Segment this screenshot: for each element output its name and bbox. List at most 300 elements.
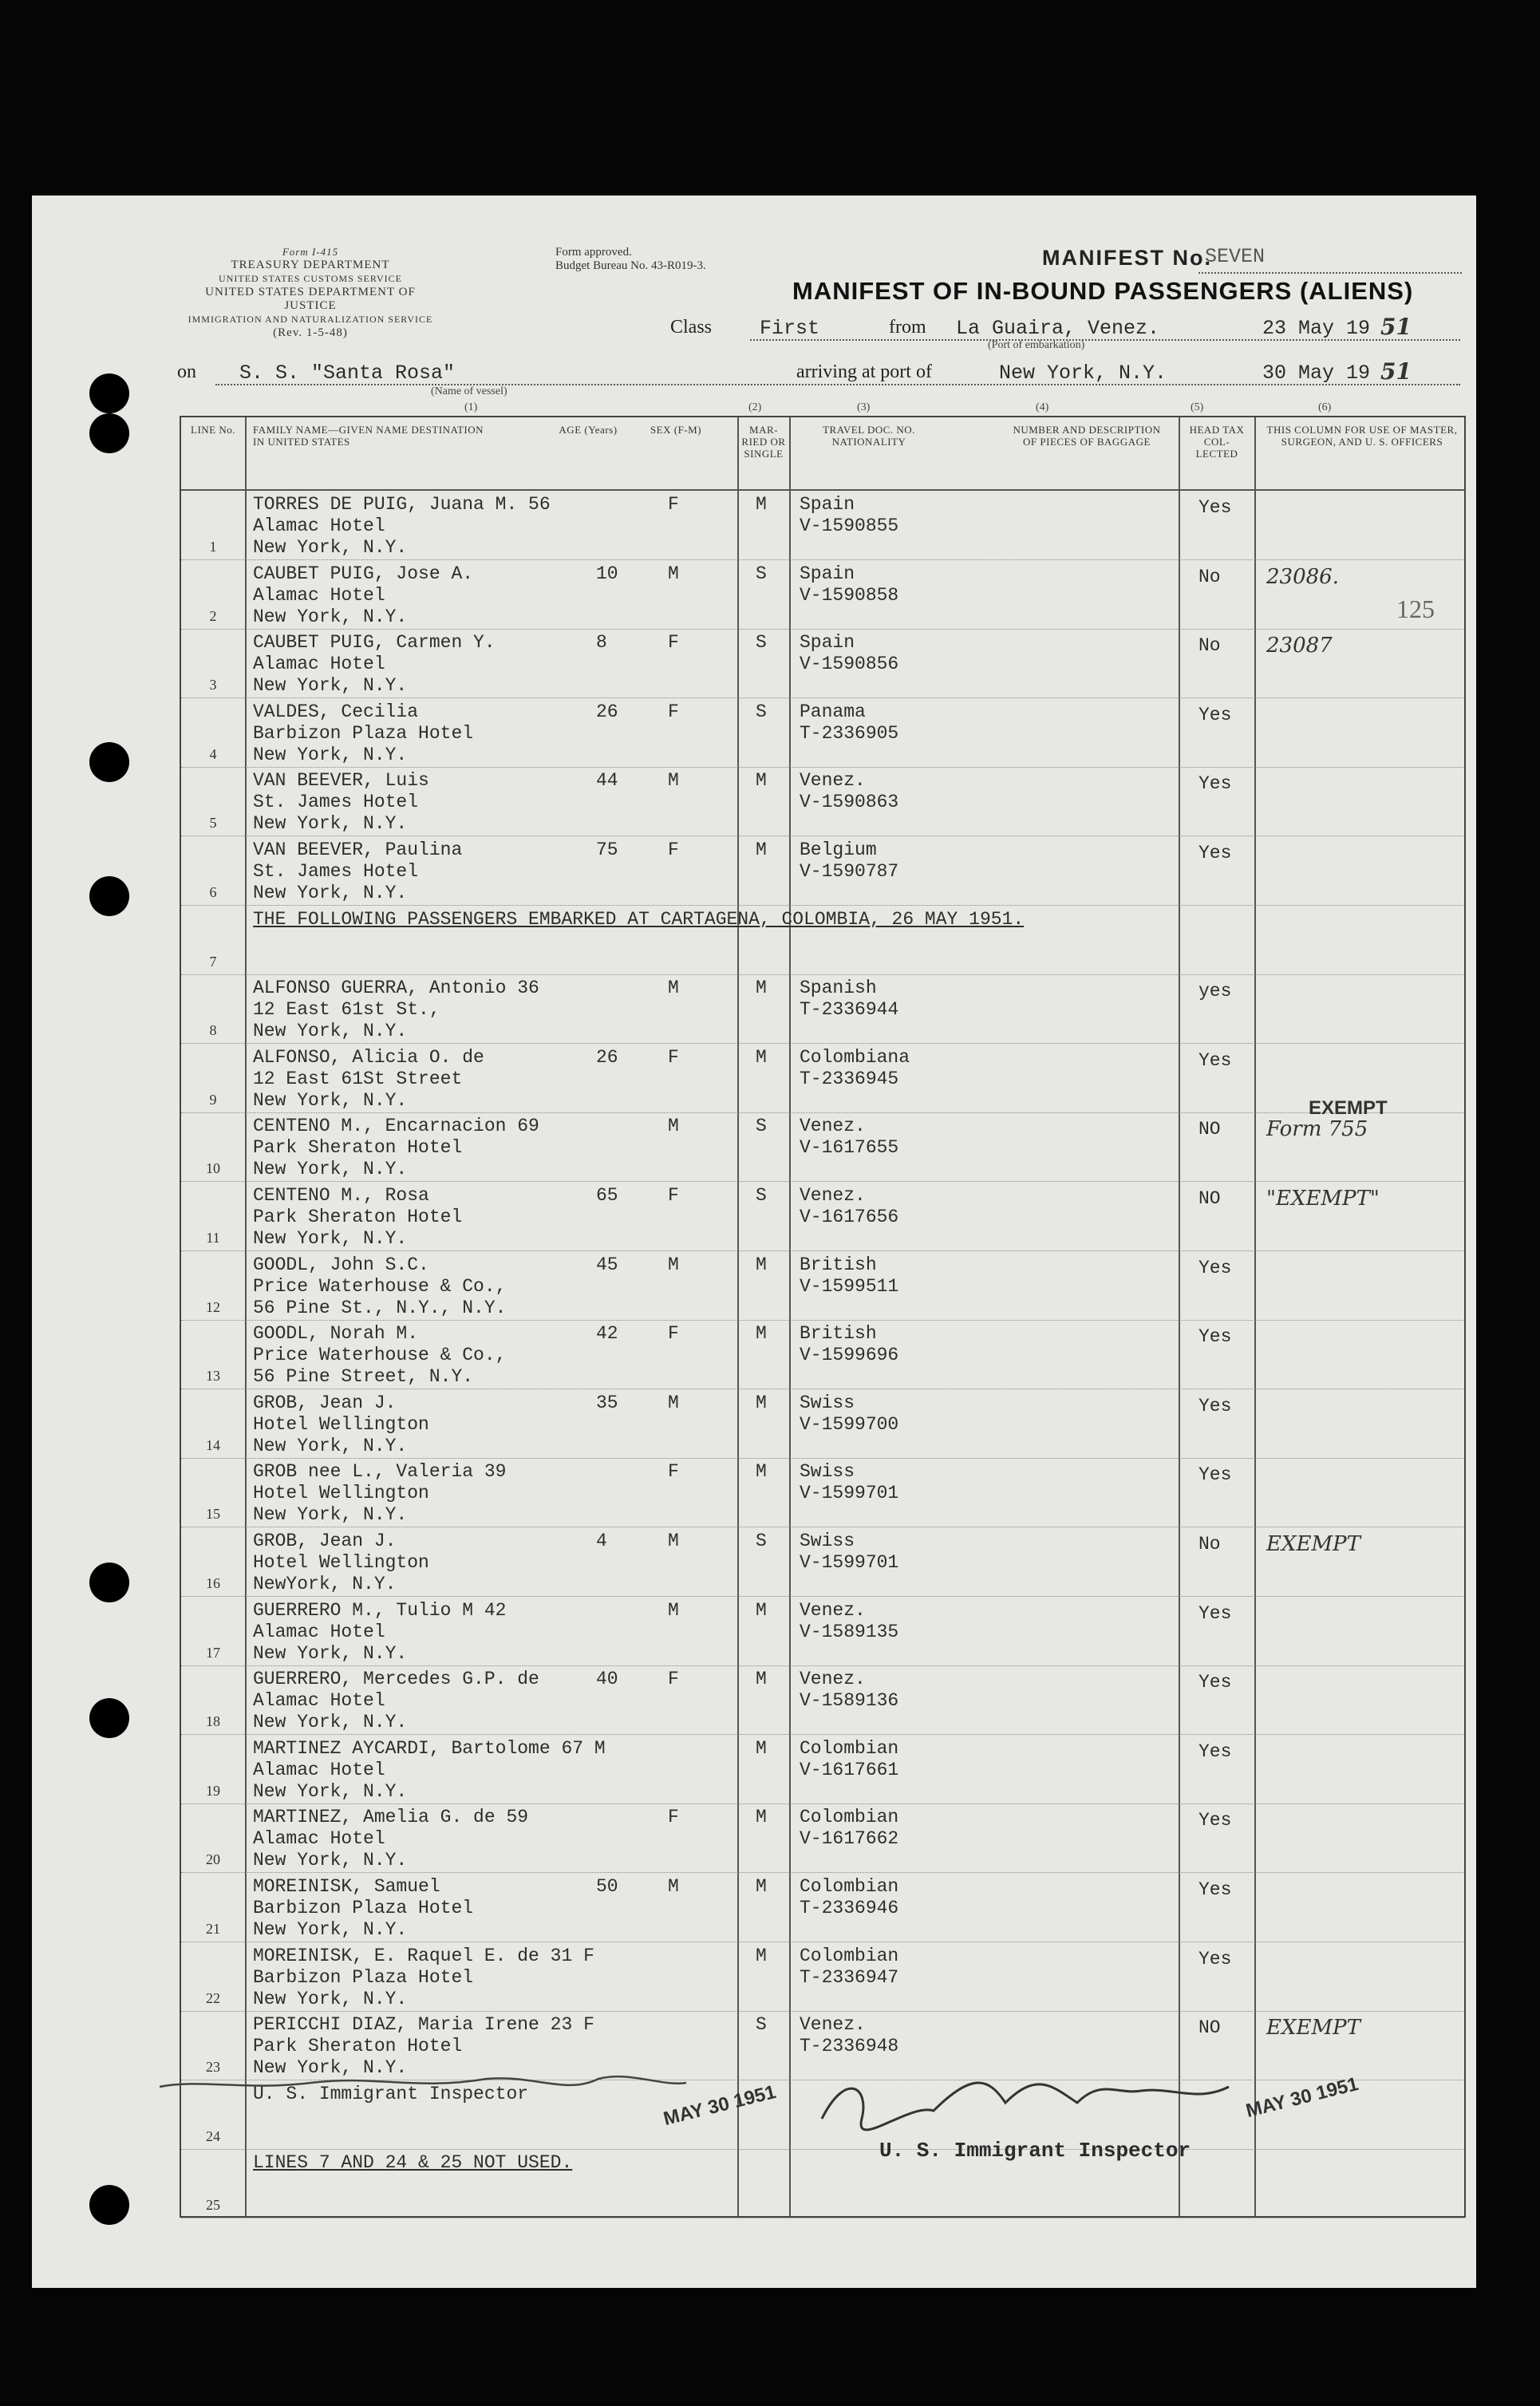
marital-status: M bbox=[756, 840, 767, 860]
dept-line: UNITED STATES CUSTOMS SERVICE bbox=[219, 273, 402, 284]
table-row bbox=[181, 1942, 1464, 2012]
head-tax-value: Yes bbox=[1198, 1672, 1232, 1693]
passenger-line: Barbizon Plaza Hotel bbox=[253, 1898, 474, 1918]
dept-line: IMMIGRATION AND NATURALIZATION SERVICE bbox=[188, 314, 433, 325]
passenger-line: New York, N.Y. bbox=[253, 1919, 408, 1940]
col-number: (1) bbox=[464, 401, 478, 413]
travel-doc-line: T-2336946 bbox=[800, 1898, 899, 1918]
sex-value: M bbox=[668, 563, 679, 584]
marital-status: M bbox=[756, 1254, 767, 1275]
travel-doc-line: T-2336905 bbox=[800, 722, 899, 744]
passenger-line: 12 East 61st St., bbox=[253, 999, 440, 1021]
line-number: 22 bbox=[206, 1989, 220, 2006]
passenger-line: GOODL, John S.C. bbox=[253, 1254, 429, 1275]
passenger-line: New York, N.Y. bbox=[253, 606, 408, 627]
travel-doc-line: Colombian bbox=[800, 1945, 899, 1966]
head-tax-value: yes bbox=[1198, 981, 1232, 1002]
col-number: (6) bbox=[1318, 401, 1332, 413]
head-tax-value: NO bbox=[1198, 1188, 1221, 1209]
travel-doc-line: Venez. bbox=[800, 2014, 866, 2036]
marital-status: M bbox=[756, 1737, 767, 1759]
officer-note: EXEMPT bbox=[1266, 1532, 1360, 1556]
age-value: 26 bbox=[596, 701, 618, 722]
passenger-line: Alamac Hotel bbox=[253, 1759, 385, 1780]
line-number: 2 bbox=[209, 607, 217, 624]
marital-status: M bbox=[756, 1392, 767, 1413]
sex-value: M bbox=[668, 1254, 679, 1275]
line-number: 23 bbox=[206, 2059, 220, 2076]
travel-doc-line: Spanish bbox=[800, 978, 877, 999]
col-head-name: FAMILY NAME—GIVEN NAME DESTINATION IN UNITED STATES bbox=[253, 424, 484, 448]
manifest-page bbox=[32, 196, 1476, 2288]
table-row bbox=[181, 906, 1464, 975]
dept-line: TREASURY DEPARTMENT bbox=[231, 259, 390, 271]
passenger-line: MOREINISK, Samuel bbox=[253, 1876, 440, 1897]
passenger-line: NewYork, N.Y. bbox=[253, 1574, 397, 1594]
dept-line: (Rev. 1-5-48) bbox=[273, 326, 348, 339]
head-tax-value: Yes bbox=[1198, 1464, 1232, 1486]
table-row bbox=[181, 1458, 1464, 1527]
sex-value: M bbox=[668, 1876, 679, 1897]
manifest-number-label: MANIFEST No. bbox=[1042, 246, 1212, 270]
sex-value: F bbox=[668, 1669, 679, 1690]
line-number: 18 bbox=[206, 1713, 220, 1730]
passenger-line: Park Sheraton Hotel bbox=[253, 1207, 463, 1227]
travel-doc-line: V-1599700 bbox=[800, 1413, 899, 1435]
head-tax-value: Yes bbox=[1198, 773, 1232, 795]
punch-hole bbox=[89, 742, 129, 782]
age-value: 44 bbox=[596, 770, 618, 792]
passenger-line: New York, N.Y. bbox=[253, 1504, 408, 1526]
passenger-line: New York, N.Y. bbox=[253, 883, 408, 903]
age-value: 10 bbox=[596, 563, 618, 584]
table-row bbox=[181, 491, 1464, 560]
passenger-line: LINES 7 AND 24 & 25 NOT USED. bbox=[253, 2152, 573, 2174]
marital-status: S bbox=[756, 1185, 767, 1206]
passenger-line: Park Sheraton Hotel bbox=[253, 1137, 463, 1159]
marital-status: S bbox=[756, 1531, 767, 1551]
head-tax-value: Yes bbox=[1198, 1257, 1232, 1278]
sex-value: F bbox=[668, 1461, 679, 1483]
marital-status: M bbox=[756, 1669, 767, 1690]
sex-value: M bbox=[668, 1599, 679, 1621]
passenger-line: CENTENO M., Encarnacion 69 bbox=[253, 1116, 539, 1137]
passenger-line: GROB, Jean J. bbox=[253, 1531, 397, 1551]
officer-note: 23086. bbox=[1266, 564, 1339, 589]
exempt-stamp: EXEMPT bbox=[1309, 1097, 1388, 1119]
approval-line: Form approved. bbox=[555, 246, 632, 259]
passenger-line: VAN BEEVER, Paulina bbox=[253, 840, 463, 860]
travel-doc-line: V-1589136 bbox=[800, 1690, 899, 1712]
line-number: 17 bbox=[206, 1644, 220, 1661]
punch-hole bbox=[89, 1563, 129, 1602]
marital-status: S bbox=[756, 632, 767, 654]
passenger-line: New York, N.Y. bbox=[253, 537, 408, 558]
col-head-line: LINE No. bbox=[191, 424, 235, 436]
passenger-line: New York, N.Y. bbox=[253, 1642, 408, 1664]
head-tax-value: No bbox=[1198, 635, 1221, 657]
passenger-line: Price Waterhouse & Co., bbox=[253, 1275, 507, 1297]
travel-doc-line: Venez. bbox=[800, 1116, 866, 1137]
punch-hole bbox=[89, 413, 129, 453]
travel-doc-line: T-2336948 bbox=[800, 2036, 899, 2057]
col-head-head-tax: HEAD TAX COL-LECTED bbox=[1189, 424, 1245, 460]
inspector-signature bbox=[798, 2055, 1245, 2159]
passenger-line: PERICCHI DIAZ, Maria Irene 23 F bbox=[253, 2014, 594, 2036]
line-number: 20 bbox=[206, 1851, 220, 1868]
travel-doc-line: T-2336944 bbox=[800, 999, 899, 1021]
marital-status: M bbox=[756, 978, 767, 999]
punch-hole bbox=[89, 373, 129, 413]
table-row bbox=[181, 560, 1464, 630]
line-number: 12 bbox=[206, 1298, 220, 1315]
passenger-line: VAN BEEVER, Luis bbox=[253, 770, 429, 792]
head-tax-value: Yes bbox=[1198, 1326, 1232, 1348]
passenger-line: Alamac Hotel bbox=[253, 1690, 385, 1712]
depart-date: 23 May 19 bbox=[1262, 317, 1371, 340]
travel-doc-line: V-1599696 bbox=[800, 1345, 899, 1366]
marital-status: M bbox=[756, 1323, 767, 1345]
line-number: 9 bbox=[209, 1091, 217, 1108]
travel-doc-line: Venez. bbox=[800, 1669, 866, 1690]
sex-value: M bbox=[668, 1531, 679, 1551]
passenger-line: St. James Hotel bbox=[253, 861, 419, 882]
punch-hole bbox=[89, 2185, 129, 2225]
manifest-title: MANIFEST OF IN-BOUND PASSENGERS (ALIENS) bbox=[792, 277, 1414, 305]
head-tax-value: No bbox=[1198, 566, 1221, 587]
age-value: 65 bbox=[596, 1185, 618, 1206]
sex-value: F bbox=[668, 840, 679, 860]
col-head-travel-doc: TRAVEL DOC. NO. NATIONALITY bbox=[823, 424, 915, 448]
passenger-line: GOODL, Norah M. bbox=[253, 1323, 419, 1345]
marital-status: S bbox=[756, 563, 767, 584]
age-value: 40 bbox=[596, 1669, 618, 1690]
table-row bbox=[181, 767, 1464, 836]
passenger-line: New York, N.Y. bbox=[253, 1780, 408, 1802]
passenger-line: New York, N.Y. bbox=[253, 1850, 408, 1871]
passenger-line: CAUBET PUIG, Carmen Y. bbox=[253, 632, 496, 654]
arrive-year: 51 bbox=[1380, 358, 1412, 385]
passenger-line: Barbizon Plaza Hotel bbox=[253, 1966, 474, 1988]
passenger-line: New York, N.Y. bbox=[253, 1021, 408, 1042]
sex-value: F bbox=[668, 1046, 679, 1068]
col-number: (4) bbox=[1036, 401, 1049, 413]
dept-line: UNITED STATES DEPARTMENT OF JUSTICE bbox=[205, 286, 416, 312]
passenger-line: New York, N.Y. bbox=[253, 1089, 408, 1111]
passenger-line: GROB nee L., Valeria 39 bbox=[253, 1461, 507, 1483]
line-number: 14 bbox=[206, 1436, 220, 1453]
travel-doc-line: V-1617656 bbox=[800, 1207, 899, 1227]
passenger-line: THE FOLLOWING PASSENGERS EMBARKED AT CARTAGENA, COLOMBIA, 26 MAY 1951. bbox=[253, 908, 1025, 930]
passenger-line: VALDES, Cecilia bbox=[253, 701, 419, 722]
age-value: 26 bbox=[596, 1046, 618, 1068]
passenger-line: New York, N.Y. bbox=[253, 813, 408, 835]
travel-doc-line: V-1617655 bbox=[800, 1137, 899, 1159]
head-tax-value: Yes bbox=[1198, 497, 1232, 518]
passenger-line: GUERRERO, Mercedes G.P. de bbox=[253, 1669, 539, 1690]
line-number: 15 bbox=[206, 1506, 220, 1523]
manifest-number: SEVEN bbox=[1205, 245, 1266, 268]
table-row bbox=[181, 974, 1464, 1044]
travel-doc-line: V-1617661 bbox=[800, 1759, 899, 1780]
travel-doc-line: V-1590855 bbox=[800, 516, 899, 536]
passenger-line: U. S. Immigrant Inspector bbox=[253, 2083, 529, 2104]
class-value: First bbox=[760, 317, 820, 340]
travel-doc-line: Spain bbox=[800, 563, 855, 584]
marital-status: M bbox=[756, 1599, 767, 1621]
travel-doc-line: V-1590863 bbox=[800, 792, 899, 813]
travel-doc-line: V-1590858 bbox=[800, 584, 899, 606]
col-number: (3) bbox=[857, 401, 871, 413]
table-row bbox=[181, 1389, 1464, 1459]
travel-doc-line: British bbox=[800, 1323, 877, 1345]
class-label: Class bbox=[670, 317, 713, 338]
travel-doc-line: V-1590856 bbox=[800, 654, 899, 675]
passenger-line: MOREINISK, E. Raquel E. de 31 F bbox=[253, 1945, 594, 1966]
travel-doc-line: Panama bbox=[800, 701, 866, 722]
head-tax-value: NO bbox=[1198, 1119, 1221, 1140]
head-tax-value: Yes bbox=[1198, 843, 1232, 863]
passenger-line: CAUBET PUIG, Jose A. bbox=[253, 563, 474, 584]
sex-value: M bbox=[668, 1116, 679, 1137]
passenger-line: New York, N.Y. bbox=[253, 675, 408, 697]
age-value: 75 bbox=[596, 840, 618, 860]
marital-status: M bbox=[756, 1807, 767, 1828]
vessel-note: (Name of vessel) bbox=[431, 385, 507, 397]
travel-doc-line: Swiss bbox=[800, 1461, 855, 1483]
line-number: 8 bbox=[209, 1022, 217, 1039]
marital-status: S bbox=[756, 2014, 767, 2036]
table-row bbox=[181, 1873, 1464, 1942]
sex-value: M bbox=[668, 978, 679, 999]
sex-value: F bbox=[668, 1185, 679, 1206]
age-value: 8 bbox=[596, 632, 607, 654]
travel-doc-line: V-1589135 bbox=[800, 1621, 899, 1642]
passenger-line: Hotel Wellington bbox=[253, 1552, 429, 1573]
marital-status: M bbox=[756, 494, 767, 515]
arrival-port: New York, N.Y. bbox=[999, 361, 1167, 385]
travel-doc-line: Venez. bbox=[800, 1599, 866, 1621]
travel-doc-line: British bbox=[800, 1254, 877, 1275]
head-tax-value: Yes bbox=[1198, 1948, 1232, 1969]
from-value: La Guaira, Venez. bbox=[956, 317, 1160, 340]
marital-status: S bbox=[756, 1116, 767, 1137]
travel-doc-line: Swiss bbox=[800, 1531, 855, 1551]
approval-line: Budget Bureau No. 43-R019-3. bbox=[555, 259, 706, 272]
travel-doc-line: V-1590787 bbox=[800, 861, 899, 882]
travel-doc-line: Colombiana bbox=[800, 1046, 910, 1068]
passenger-line: GROB, Jean J. bbox=[253, 1392, 397, 1413]
travel-doc-line: Spain bbox=[800, 494, 855, 515]
agency-header bbox=[179, 245, 442, 340]
marital-status: M bbox=[756, 1945, 767, 1966]
table-row bbox=[181, 1251, 1464, 1321]
passenger-line: Hotel Wellington bbox=[253, 1413, 429, 1435]
passenger-line: 56 Pine St., N.Y., N.Y. bbox=[253, 1297, 507, 1318]
col-head-married: MAR-RIED OR SINGLE bbox=[741, 424, 786, 460]
travel-doc-line: Venez. bbox=[800, 770, 866, 792]
approval-note bbox=[555, 246, 706, 273]
date-stamp-right: MAY 30 1951 bbox=[1243, 2072, 1361, 2123]
passenger-line: ALFONSO GUERRA, Antonio 36 bbox=[253, 978, 539, 999]
passenger-line: 12 East 61St Street bbox=[253, 1068, 463, 1089]
from-note: (Port of embarkation) bbox=[988, 339, 1085, 351]
passenger-line: Alamac Hotel bbox=[253, 654, 385, 675]
head-tax-value: Yes bbox=[1198, 1395, 1232, 1416]
line-number: 13 bbox=[206, 1368, 220, 1385]
line-number: 3 bbox=[209, 677, 217, 693]
col-head-sex: SEX (F-M) bbox=[650, 424, 702, 436]
table-row bbox=[181, 1044, 1464, 1113]
sex-value: F bbox=[668, 1807, 679, 1828]
passenger-line: Alamac Hotel bbox=[253, 584, 385, 606]
travel-doc-line: Colombian bbox=[800, 1876, 899, 1897]
line-number: 1 bbox=[209, 539, 217, 555]
travel-doc-line: T-2336945 bbox=[800, 1068, 899, 1089]
handwritten-line-numbers bbox=[152, 2055, 694, 2119]
head-tax-value: Yes bbox=[1198, 1810, 1232, 1831]
age-value: 4 bbox=[596, 1531, 607, 1551]
head-tax-value: Yes bbox=[1198, 704, 1232, 725]
travel-doc-line: V-1599511 bbox=[800, 1275, 899, 1297]
sex-value: F bbox=[668, 494, 679, 515]
officer-note: "EXEMPT" bbox=[1266, 1187, 1380, 1211]
head-tax-value: Yes bbox=[1198, 1049, 1232, 1071]
passenger-line: Alamac Hotel bbox=[253, 1828, 385, 1850]
from-label: from bbox=[889, 317, 926, 338]
line-number: 7 bbox=[209, 953, 217, 970]
line-number: 25 bbox=[206, 2197, 220, 2214]
table-row bbox=[181, 1804, 1464, 1873]
line-number: 19 bbox=[206, 1782, 220, 1799]
table-row bbox=[181, 1112, 1464, 1182]
class-rule bbox=[750, 339, 1460, 341]
form-number: Form I-415 bbox=[282, 246, 339, 258]
sex-value: F bbox=[668, 632, 679, 654]
travel-doc-line: Swiss bbox=[800, 1392, 855, 1413]
passenger-line: TORRES DE PUIG, Juana M. 56 bbox=[253, 494, 551, 515]
punch-hole bbox=[89, 1698, 129, 1738]
passenger-line: ALFONSO, Alicia O. de bbox=[253, 1046, 484, 1068]
marital-status: M bbox=[756, 770, 767, 792]
passenger-line: New York, N.Y. bbox=[253, 744, 408, 765]
line-number: 24 bbox=[206, 2127, 220, 2144]
passenger-line: New York, N.Y. bbox=[253, 1159, 408, 1180]
sex-value: M bbox=[668, 1392, 679, 1413]
head-tax-value: Yes bbox=[1198, 1740, 1232, 1762]
sex-value: F bbox=[668, 1323, 679, 1345]
head-tax-value: Yes bbox=[1198, 1879, 1232, 1900]
passenger-line: MARTINEZ AYCARDI, Bartolome 67 M bbox=[253, 1737, 606, 1759]
age-value: 35 bbox=[596, 1392, 618, 1413]
col-head-age: AGE (Years) bbox=[559, 424, 618, 436]
passenger-line: St. James Hotel bbox=[253, 792, 419, 813]
line-number: 11 bbox=[206, 1230, 220, 1246]
manifest-number-rule bbox=[1198, 272, 1462, 274]
depart-year: 51 bbox=[1380, 314, 1412, 340]
marital-status: M bbox=[756, 1461, 767, 1483]
marital-status: S bbox=[756, 701, 767, 722]
line-number: 6 bbox=[209, 884, 217, 900]
passenger-line: GUERRERO M., Tulio M 42 bbox=[253, 1599, 507, 1621]
passenger-line: New York, N.Y. bbox=[253, 2057, 408, 2079]
age-value: 42 bbox=[596, 1323, 618, 1345]
line-number: 16 bbox=[206, 1575, 220, 1591]
sex-value: F bbox=[668, 701, 679, 722]
table-row bbox=[181, 1597, 1464, 1666]
col-number: (5) bbox=[1191, 401, 1204, 413]
age-value: 45 bbox=[596, 1254, 618, 1275]
vessel-rule bbox=[215, 384, 1460, 385]
officer-note: EXEMPT bbox=[1266, 2016, 1360, 2041]
travel-doc-line: Belgium bbox=[800, 840, 877, 860]
date-stamp-left: MAY 30 1951 bbox=[661, 2080, 779, 2131]
col-number: (2) bbox=[748, 401, 762, 413]
table-row bbox=[181, 629, 1464, 698]
marital-status: M bbox=[756, 1046, 767, 1068]
col-head-officers: THIS COLUMN FOR USE OF MASTER, SURGEON, AND U. S. OFFICERS bbox=[1266, 424, 1458, 448]
table-row bbox=[181, 1320, 1464, 1389]
travel-doc-line: Spain bbox=[800, 632, 855, 654]
table-row bbox=[181, 698, 1464, 768]
table-row bbox=[181, 836, 1464, 906]
passenger-line: New York, N.Y. bbox=[253, 1712, 408, 1733]
age-value: 50 bbox=[596, 1876, 618, 1897]
travel-doc-line: Venez. bbox=[800, 1185, 866, 1206]
passenger-line: 56 Pine Street, N.Y. bbox=[253, 1366, 474, 1388]
travel-doc-line: T-2336947 bbox=[800, 1966, 899, 1988]
passenger-line: Hotel Wellington bbox=[253, 1483, 429, 1504]
passenger-line: Park Sheraton Hotel bbox=[253, 2036, 463, 2057]
head-tax-value: Yes bbox=[1198, 1602, 1232, 1624]
table-row bbox=[181, 1735, 1464, 1804]
line-number: 10 bbox=[206, 1160, 220, 1177]
passenger-line: MARTINEZ, Amelia G. de 59 bbox=[253, 1807, 529, 1828]
passenger-table bbox=[180, 416, 1466, 2218]
passenger-line: Alamac Hotel bbox=[253, 1621, 385, 1642]
travel-doc-line: Colombian bbox=[800, 1807, 899, 1828]
punch-hole bbox=[89, 876, 129, 916]
travel-doc-line: Colombian bbox=[800, 1737, 899, 1759]
table-row bbox=[181, 1182, 1464, 1251]
passenger-line: New York, N.Y. bbox=[253, 1435, 408, 1456]
travel-doc-line: V-1599701 bbox=[800, 1552, 899, 1573]
arriving-label: arriving at port of bbox=[796, 361, 932, 382]
table-row bbox=[181, 1665, 1464, 1735]
passenger-line: New York, N.Y. bbox=[253, 1228, 408, 1249]
arrive-date: 30 May 19 bbox=[1262, 361, 1371, 385]
passenger-line: Barbizon Plaza Hotel bbox=[253, 722, 474, 744]
line-number: 21 bbox=[206, 1921, 220, 1937]
marital-status: M bbox=[756, 1876, 767, 1897]
officer-note: Form 755 bbox=[1266, 1117, 1368, 1142]
table-row bbox=[181, 1527, 1464, 1597]
vessel-name: S. S. "Santa Rosa" bbox=[239, 361, 456, 385]
passenger-line: Alamac Hotel bbox=[253, 516, 385, 536]
passenger-line: New York, N.Y. bbox=[253, 1988, 408, 2009]
col-head-baggage: NUMBER AND DESCRIPTION OF PIECES OF BAGGAGE bbox=[1013, 424, 1161, 448]
travel-doc-line: V-1617662 bbox=[800, 1828, 899, 1850]
head-tax-value: NO bbox=[1198, 2017, 1221, 2039]
line-number: 4 bbox=[209, 745, 217, 762]
sex-value: M bbox=[668, 770, 679, 792]
officer-note: 23087 bbox=[1266, 634, 1333, 658]
passenger-line: CENTENO M., Rosa bbox=[253, 1185, 429, 1206]
table-row bbox=[181, 2149, 1464, 2218]
passenger-line: Price Waterhouse & Co., bbox=[253, 1345, 507, 1366]
line-number: 5 bbox=[209, 815, 217, 832]
on-label: on bbox=[177, 361, 196, 382]
